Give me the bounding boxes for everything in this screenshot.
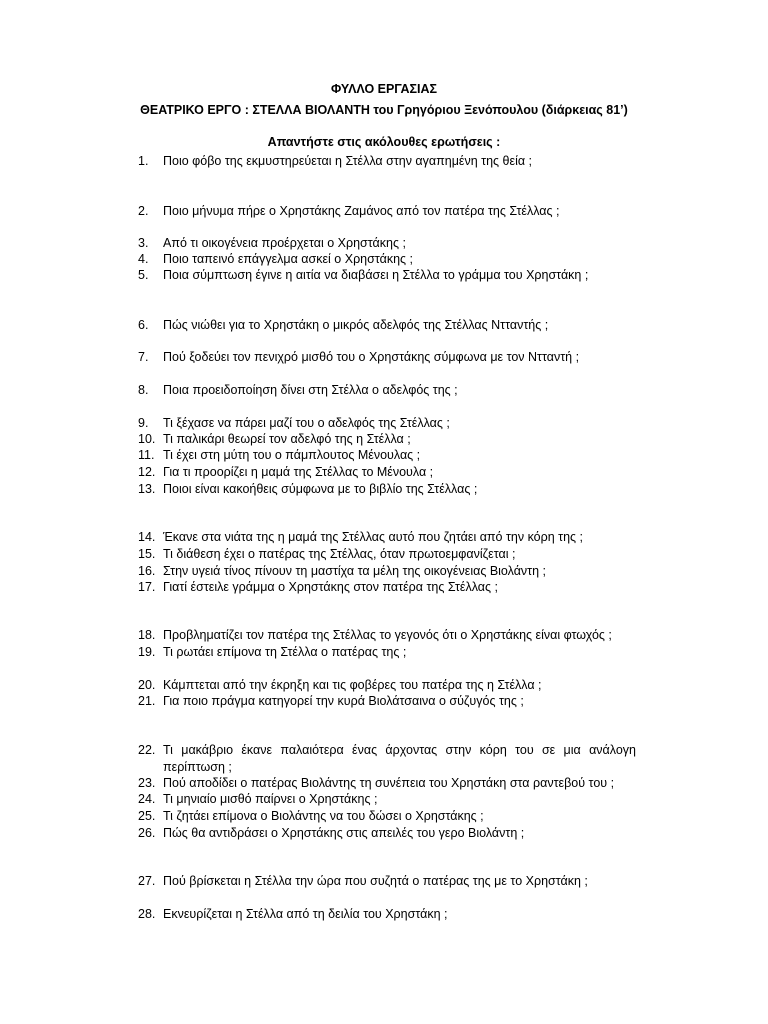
question-text: Ποιο ταπεινό επάγγελμα ασκεί ο Χρηστάκης ;	[163, 252, 413, 266]
question-number: 16.	[138, 564, 156, 578]
question-text: Τι διάθεση έχει ο πατέρας της Στέλλας, όταν πρωτοεμφανίζεται ;	[163, 547, 516, 561]
question-text: Κάμπτεται από την έκρηξη και τις φοβέρες του πατέρα της η Στέλλα ;	[163, 678, 542, 692]
question-text: Ποια σύμπτωση έγινε η αιτία να διαβάσει η Στέλλα το γράμμα του Χρηστάκη ;	[163, 268, 589, 282]
question-text: Τι ρωτάει επίμονα τη Στέλλα ο πατέρας της ;	[163, 645, 407, 659]
question-item	[138, 235, 636, 252]
question-text: Τι παλικάρι θεωρεί τον αδελφό της η Στέλλα ;	[163, 432, 411, 446]
question-number: 4.	[138, 252, 149, 266]
question-item	[138, 153, 636, 170]
question-item	[138, 677, 636, 694]
question-text: Τι μακάβριο έκανε παλαιότερα ένας άρχοντας στην κόρη του σε μια ανάλογη περίπτωση ;	[163, 743, 636, 774]
question-item	[138, 546, 636, 563]
question-text: Τι ξέχασε να πάρει μαζί του ο αδελφός της Στέλλας ;	[163, 416, 450, 430]
question-number: 24.	[138, 792, 156, 806]
question-number: 14.	[138, 530, 156, 544]
worksheet-title: ΦΥΛΛΟ ΕΡΓΑΣΙΑΣ	[330, 82, 437, 96]
question-text: Για τι προορίζει η μαμά της Στέλλας το Μένουλα ;	[163, 465, 434, 479]
question-item	[138, 644, 636, 661]
question-number: 8.	[138, 383, 149, 397]
question-text: Τι ζητάει επίμονα ο Βιολάντης να του δώσει ο Χρηστάκης ;	[163, 809, 484, 823]
question-number: 7.	[138, 350, 149, 364]
question-number: 6.	[138, 318, 149, 332]
question-text: Πού αποδίδει ο πατέρας Βιολάντης τη συνέπεια του Χρηστάκη στα ραντεβού του ;	[163, 776, 615, 790]
question-item	[138, 627, 636, 644]
question-item	[138, 267, 636, 284]
question-item	[138, 251, 636, 268]
question-number: 18.	[138, 628, 156, 642]
question-item	[138, 579, 636, 596]
question-item	[138, 775, 636, 792]
question-number: 26.	[138, 826, 156, 840]
question-item	[138, 447, 636, 464]
instructions: Απαντήστε στις ακόλουθες ερωτήσεις :	[267, 135, 501, 149]
question-item	[138, 906, 636, 923]
question-text: Προβληματίζει τον πατέρα της Στέλλας το γεγονός ότι ο Χρηστάκης είναι φτωχός ;	[163, 628, 612, 642]
question-number: 21.	[138, 694, 156, 708]
question-text: Πού βρίσκεται η Στέλλα την ώρα που συζητά ο πατέρας της με το Χρηστάκη ;	[163, 874, 588, 888]
question-number: 5.	[138, 268, 149, 282]
question-number: 11.	[138, 448, 155, 462]
question-text: Εκνευρίζεται η Στέλλα από τη δειλία του Χρηστάκη ;	[163, 907, 448, 921]
question-number: 10.	[138, 432, 156, 446]
question-text: Ποιοι είναι κακοήθεις σύμφωνα με το βιβλίο της Στέλλας ;	[163, 482, 478, 496]
question-number: 22.	[138, 743, 156, 757]
question-number: 2.	[138, 204, 149, 218]
question-item	[138, 791, 636, 808]
question-item	[138, 203, 636, 220]
question-item	[138, 529, 636, 546]
question-text: Πού ξοδεύει τον πενιχρό μισθό του ο Χρηστάκης σύμφωνα με τον Ντταντή ;	[163, 350, 580, 364]
question-item	[138, 431, 636, 448]
question-number: 17.	[138, 580, 156, 594]
question-text: Ποιο φόβο της εκμυστηρεύεται η Στέλλα στην αγαπημένη της θεία ;	[163, 154, 533, 168]
question-item	[138, 693, 636, 710]
question-item	[138, 481, 636, 498]
question-text: Στην υγειά τίνος πίνουν τη μαστίχα τα μέλη της οικογένειας Βιολάντη ;	[163, 564, 547, 578]
question-text: Για ποιο πράγμα κατηγορεί την κυρά Βιολάτσαινα ο σύζυγός της ;	[163, 694, 524, 708]
question-text: Ποιο μήνυμα πήρε ο Χρηστάκης Ζαμάνος από τον πατέρα της Στέλλας ;	[163, 204, 560, 218]
question-item	[138, 825, 636, 842]
question-text: Τι μηνιαίο μισθό παίρνει ο Χρηστάκης ;	[163, 792, 378, 806]
question-number: 13.	[138, 482, 156, 496]
question-item	[138, 873, 636, 890]
question-item	[138, 742, 636, 776]
question-item	[138, 349, 636, 366]
question-number: 19.	[138, 645, 156, 659]
question-number: 28.	[138, 907, 156, 921]
question-number: 23.	[138, 776, 156, 790]
question-item	[138, 808, 636, 825]
play-subtitle: ΘΕΑΤΡΙΚΟ ΕΡΓΟ : ΣΤΕΛΛΑ ΒΙΟΛΑΝΤΗ του Γρηγόριου Ξενόπουλου (διάρκειας 81’)	[140, 103, 628, 117]
question-text: Πώς θα αντιδράσει ο Χρηστάκης στις απειλές του γερο Βιολάντη ;	[163, 826, 525, 840]
question-text: Ποια προειδοποίηση δίνει στη Στέλλα ο αδελφός της ;	[163, 383, 458, 397]
question-number: 20.	[138, 678, 156, 692]
question-item	[138, 382, 636, 399]
question-item	[138, 464, 636, 481]
question-number: 9.	[138, 416, 149, 430]
question-number: 1.	[138, 154, 149, 168]
question-text: Έκανε στα νιάτα της η μαμά της Στέλλας αυτό που ζητάει από την κόρη της ;	[163, 530, 584, 544]
question-number: 27.	[138, 874, 156, 888]
question-item	[138, 317, 636, 334]
question-text: Από τι οικογένεια προέρχεται ο Χρηστάκης ;	[163, 236, 406, 250]
question-number: 3.	[138, 236, 149, 250]
question-number: 12.	[138, 465, 156, 479]
question-text: Γιατί έστειλε γράμμα ο Χρηστάκης στον πατέρα της Στέλλας ;	[163, 580, 499, 594]
question-number: 15.	[138, 547, 156, 561]
question-number: 25.	[138, 809, 156, 823]
question-text: Τι έχει στη μύτη του ο πάμπλουτος Μένουλας ;	[163, 448, 421, 462]
question-item	[138, 415, 636, 432]
question-text: Πώς νιώθει για το Χρηστάκη ο μικρός αδελφός της Στέλλας Ντταντής ;	[163, 318, 549, 332]
question-item	[138, 563, 636, 580]
